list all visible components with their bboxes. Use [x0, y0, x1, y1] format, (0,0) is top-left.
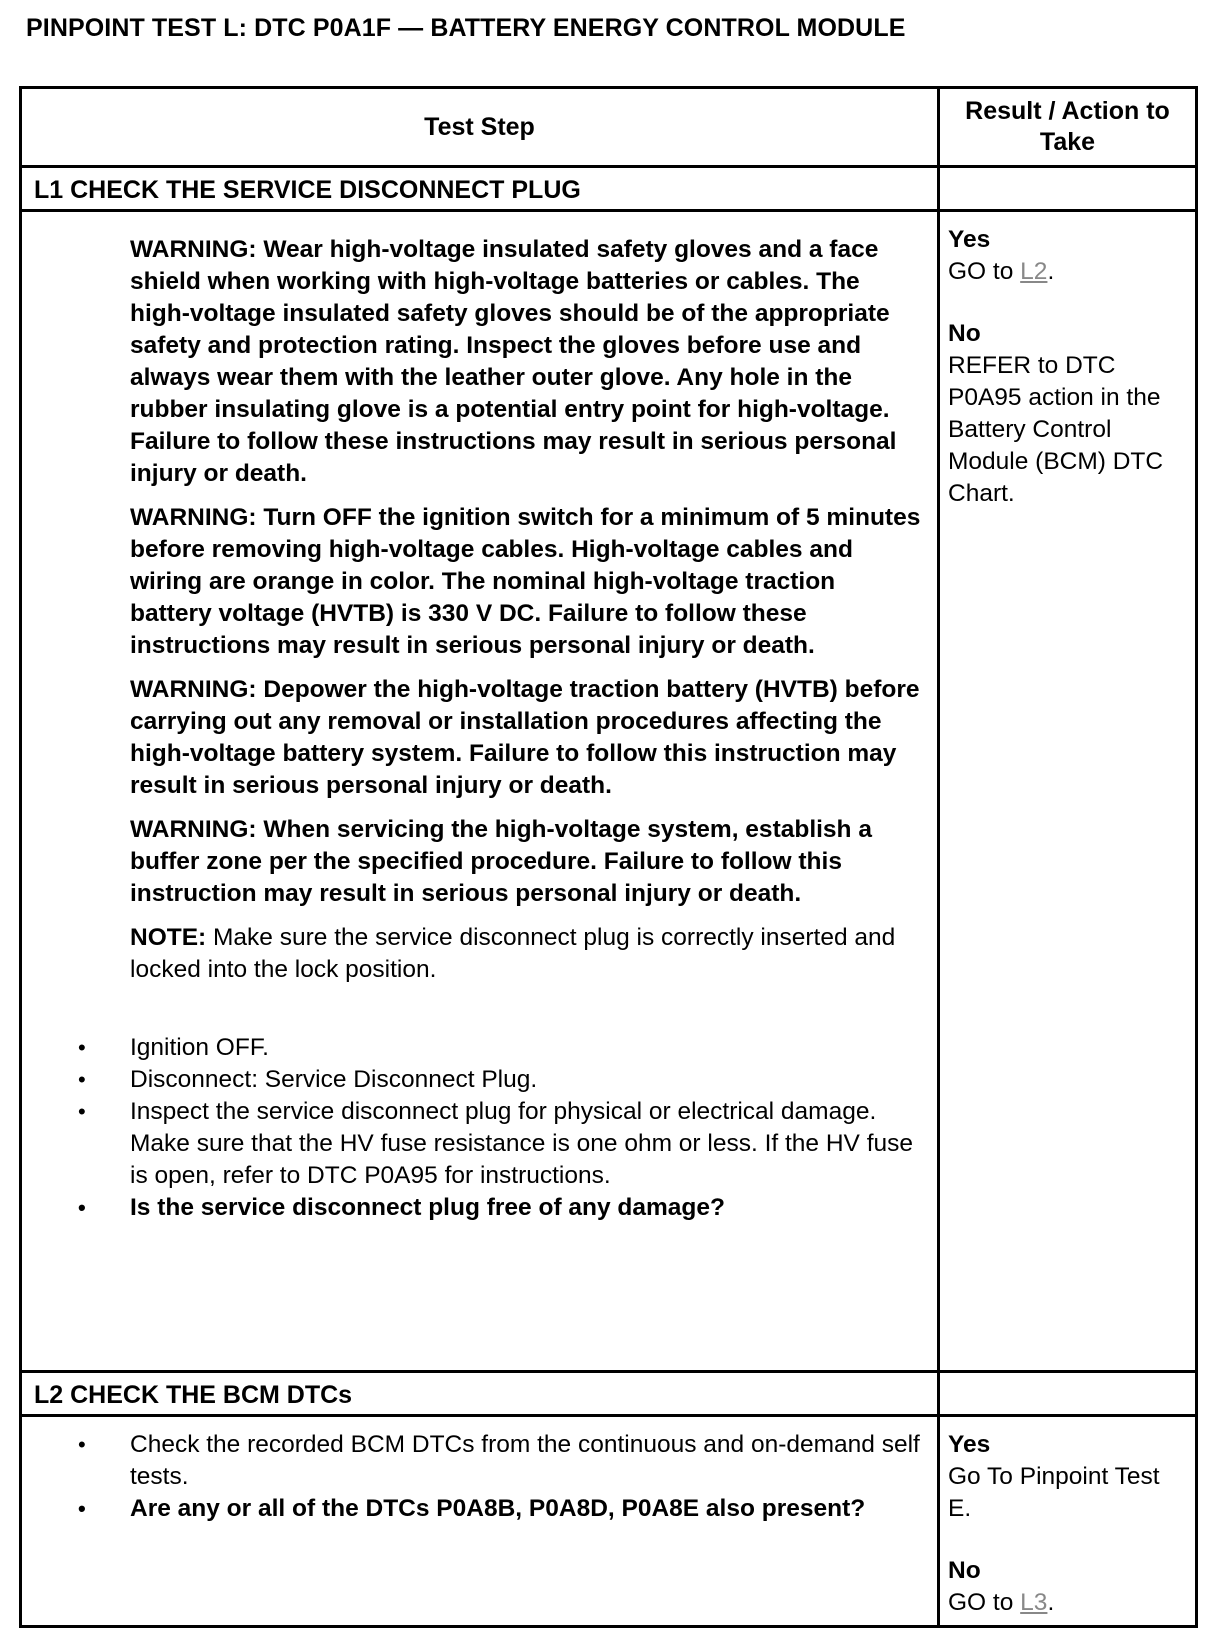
list-item: • Check the recorded BCM DTCs from the continuous and on-demand self tests.	[78, 1431, 920, 1490]
bullet: •	[78, 1496, 86, 1521]
note	[130, 922, 923, 986]
step-body-row-l2	[21, 1416, 1197, 1627]
result-yes-action: Go To Pinpoint Test E.	[948, 1463, 1160, 1522]
bullet: •	[78, 1035, 86, 1060]
link-l2[interactable]: L2	[1020, 258, 1048, 285]
question-l2: • Are any or all of the DTCs P0A8B, P0A8D, P0A8E also present?	[130, 1493, 923, 1525]
document-title: PINPOINT TEST L: DTC P0A1F — BATTERY ENERGY CONTROL MODULE	[26, 14, 906, 42]
note-text: Make sure the service disconnect plug is correctly inserted and locked into the lock position.	[130, 924, 896, 983]
list-item: • Disconnect: Service Disconnect Plug.	[130, 1064, 923, 1096]
column-header-result-action: Result / Action to Take	[939, 88, 1197, 167]
step-heading-l2: L2 CHECK THE BCM DTCs	[21, 1372, 939, 1416]
result-no-label: No	[948, 1557, 981, 1584]
bullet: •	[78, 1432, 86, 1457]
step-list-l1	[78, 1032, 923, 1224]
step-heading-row-l2	[21, 1372, 1197, 1416]
link-l3[interactable]: L3	[1020, 1589, 1048, 1616]
list-item: • Inspect the service disconnect plug for physical or electrical damage. Make sure that the HV fuse resistance is one ohm or less. If the HV fuse is open, refer to DTC P0A95 for instructions.	[78, 1098, 914, 1189]
warning-1: WARNING: Wear high-voltage insulated safety gloves and a face shield when working with high-voltage batteries or cables. The high-voltage insulated safety gloves should be of the appropriate safety and protection rating. Inspect the gloves before use and always wear them with the leather outer glove. Any hole in the rubber insulating glove is a potential entry point for high-voltage. Failure to follow these instructions may result in serious personal injury or death.	[130, 236, 897, 487]
step-body-l2	[21, 1416, 939, 1627]
result-yes-label: Yes	[948, 226, 991, 253]
step-heading-l1-result-empty	[939, 167, 1197, 211]
result-yes-label: Yes	[948, 1431, 991, 1458]
bullet: •	[78, 1099, 86, 1124]
step-heading-l2-result-empty	[939, 1372, 1197, 1416]
bullet: •	[78, 1067, 86, 1092]
step-body-row-l1	[21, 211, 1197, 1372]
table-header-row	[21, 88, 1197, 167]
note-label: NOTE:	[130, 924, 207, 951]
warning-3: WARNING: Depower the high-voltage traction battery (HVTB) before carrying out any removal or installation procedures affecting the high-voltage battery system. Failure to follow this instruction may result in serious personal injury or death.	[130, 676, 920, 799]
step-heading-row-l1	[21, 167, 1197, 211]
question-l1: • Is the service disconnect plug free of any damage?	[130, 1192, 923, 1224]
result-no-action: REFER to DTC P0A95 action in the Battery Control Module (BCM) DTC Chart.	[948, 352, 1164, 507]
result-cell-l2	[939, 1416, 1197, 1627]
list-item: • Ignition OFF.	[130, 1032, 923, 1064]
result-no-action: GO to L3.	[948, 1589, 1055, 1616]
step-heading-l1: L1 CHECK THE SERVICE DISCONNECT PLUG	[21, 167, 939, 211]
step-body-l1	[21, 211, 939, 1372]
step-list-l2	[78, 1429, 923, 1525]
bullet: •	[78, 1195, 86, 1220]
warning-4: WARNING: When servicing the high-voltage system, establish a buffer zone per the specified procedure. Failure to follow this instruction may result in serious personal injury or death.	[130, 816, 872, 907]
result-yes-action: GO to L2.	[948, 258, 1055, 285]
column-header-test-step: Test Step	[21, 88, 939, 167]
warning-2: WARNING: Turn OFF the ignition switch for a minimum of 5 minutes before removing high-voltage cables. High-voltage cables and wiring are orange in color. The nominal high-voltage traction battery voltage (HVTB) is 330 V DC. Failure to follow these instructions may result in serious personal injury or death.	[130, 504, 921, 659]
result-no-label: No	[948, 320, 981, 347]
pinpoint-test-table	[19, 86, 1198, 1628]
result-cell-l1	[939, 211, 1197, 1372]
